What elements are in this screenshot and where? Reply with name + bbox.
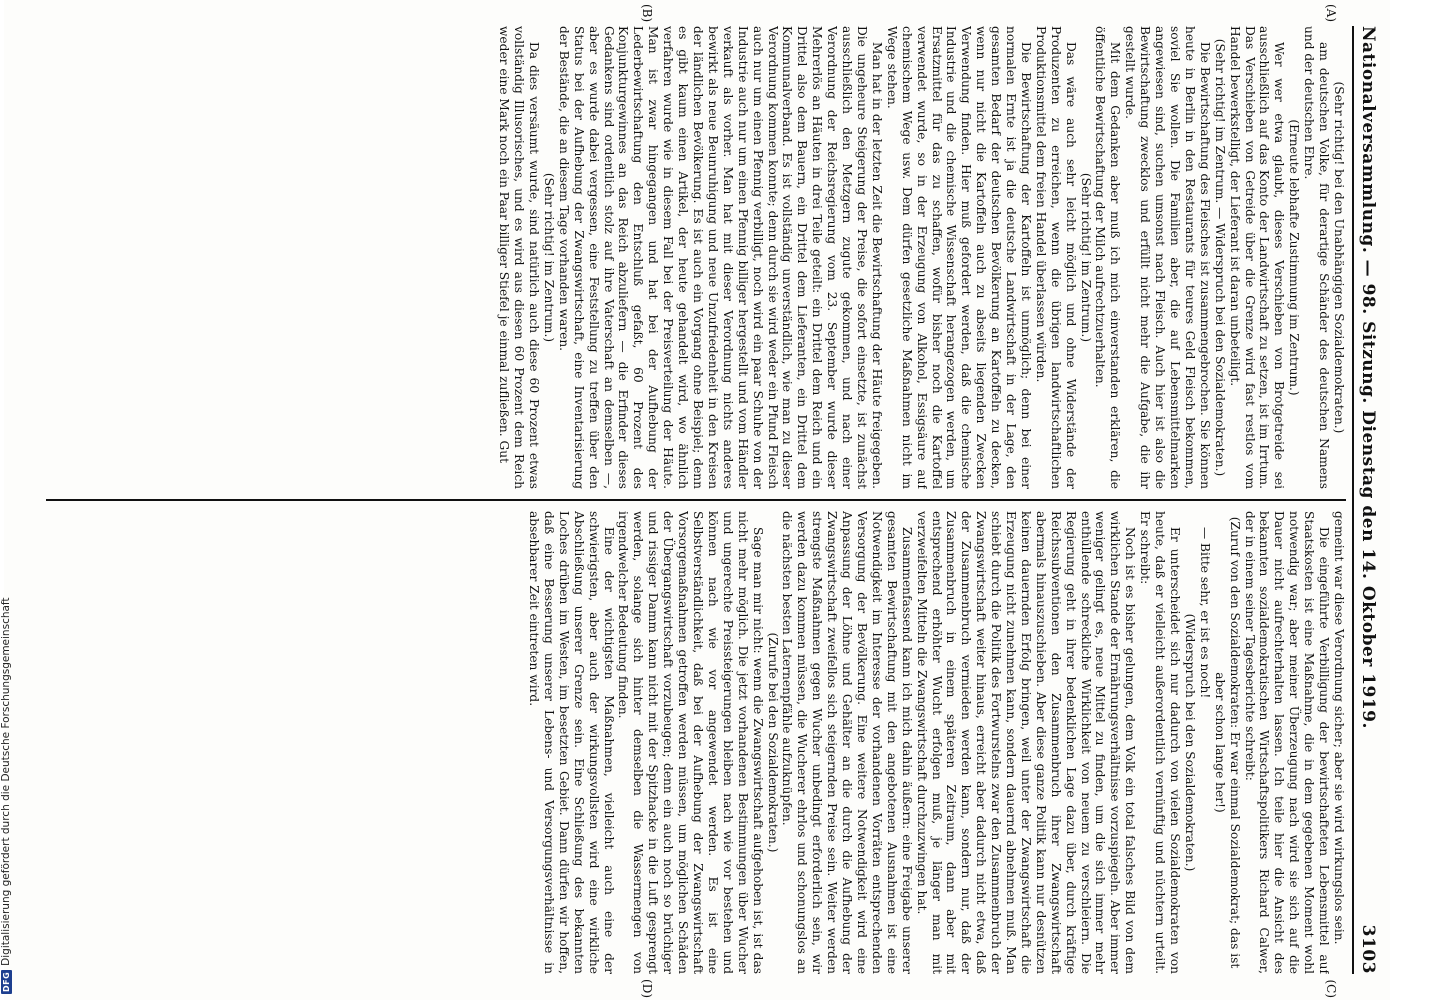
- paragraph: Zusammenfassend kann ich mich dahin äußern: eine Freigabe unserer gesamten Bewirtschaftung mit den angebotenen Ausnahmen ist eine Notwendigkeit im Interesse der vorhandenen Vorräten entsprechenden Versorgung der Bevölkerung. Eine weitere Notwendigkeit wird eine Anpassung der Löhne und Gehälter an die durch die Aufhebung der Zwangswirtschaft zweifellos sich steigernden Preise sein. Weiter werden strengste Maßnahmen gegen Wucher unbedingt erforderlich sein, wir werden dazu kommen müssen, die Wucherer ehrlos und schonungslos an die nächsten besten Laternenpfähle aufzuknüpfen.: [780, 511, 914, 974]
- paragraph: Die Bewirtschaftung des Fleisches ist zusammengebrochen. Sie können heute in Berlin in den Restaurants für teures Geld Fleisch bekommen, soviel Sie wollen. Die Familien aber, die auf Lebensmittelmarken angewiesen sind, suchen umsonst nach Fleisch. Auch hier ist also die Bewirtschaftung zwecklos und erfüllt nicht mehr die Aufgabe, die ihr gestellt wurde.: [1123, 26, 1212, 489]
- paragraph: Die eingeführte Verbilligung der bewirtschafteten Lebensmittel auf Staatskosten ist eine Maßnahme, die in dem gegebenen Moment wohl notwendig war; aber meiner Überzeugung nach wird sie sich auf die Dauer nicht aufrechterhalten lassen. Ich teile hier die Ansicht des bekannten sozialdemokratischen Wirtschaftspolitikers Richard Calwer, der in einem seiner Tagesberichte schreibt:: [1242, 511, 1332, 974]
- paragraph: Noch ist es bisher gelungen, dem Volk ein total falsches Bild von dem wirklichen Stande der Ernährungsverhältnisse vorzuspiegeln. Aber immer weniger gelingt es, neue Mittel zu finden, um die sich immer mehr enthüllende schreckliche Wirklichkeit von neuem zu verschleiern. Die Regierung geht in ihrer bedenklichen Lage dazu über, durch kräftige Reichssubventionen den Zusammenbruch ihrer Zwangswirtschaft abermals hinauszuschieben. Aber diese ganze Politik kann nur desnützen keinen dauernden Erfolg bringen, weil unter der Zwangswirtschaft die Erzeugung nicht zunehmen kann, sondern dauernd abnehmen muß. Man schiebt durch die Politik des Fortwurstelns zwar den Zusammenbruch der Zwangswirtschaft weiter hinaus, erreicht aber dadurch nicht etwa, daß der Zusammenbruch vermieden werden kann, sondern nur, daß der Zusammenbruch in einem späteren Zeitraum, dann aber mit entsprechend erhöhter Wucht erfolgen muß, je länger man mit verzweifelten Mitteln die Zwangswirtschaft durchzuzwingen hat.: [914, 511, 1138, 974]
- interjection: (Sehr richtig! im Zentrum.): [1078, 172, 1093, 343]
- text-columns: [46, 4, 1346, 998]
- paragraph: — Bitte sehr, er ist es noch!: [1197, 527, 1212, 699]
- paragraph: Das wäre auch sehr leicht möglich und ohne Widerstände der Produzenten zu erreichen, wenn die übrigen landwirtschaftlichen Produktionsmittel dem freien Handel überlassen würden.: [1033, 26, 1078, 489]
- page-number: 3103: [1358, 924, 1378, 974]
- paragraph: Er unterscheidet sich nur dadurch von vielen Sozialdemokraten von heute, daß er vielleicht außerordentlich vernünftig und nüchtern urteilt. Er schreibt:: [1138, 511, 1183, 974]
- left-column: [46, 26, 1346, 489]
- margin-marker-a: (A): [1324, 4, 1338, 23]
- margin-marker-d: (D): [640, 979, 654, 998]
- interjection: (Sehr richtig! im Zentrum. — Widerspruch bei den Sozialdemokraten.): [1212, 38, 1227, 477]
- interjection: (Erneute lebhafte Zustimmung im Zentrum.): [1287, 119, 1302, 396]
- paragraph: Mit dem Gedanken aber muß ich mich einverstanden erklären, die öffentliche Bewirtschaftung der Milch aufrechtzuerhalten.: [1093, 26, 1123, 489]
- margin-marker-b: (B): [640, 4, 654, 23]
- paragraph: Wer wer etwa glaubt, dieses Verschieben von Brotgetreide sei ausschließlich auf das Konto der Landwirtschaft zu setzen, ist im Irrtum. Das Verschieben von Getreide über die Grenze wird fast restlos vom Handel bewerkstelligt, der Lieferant ist daran unbeteiligt.: [1227, 26, 1287, 489]
- interjection: (Sehr richtig! im Zentrum.): [541, 172, 556, 343]
- column-divider: [46, 499, 1346, 501]
- interjection: (Widerspruch bei den Sozialdemokraten.): [1182, 613, 1197, 872]
- paragraph: Sage man mir nicht: wenn die Zwangswirtschaft aufgehoben ist, ist das nicht mehr möglich. Die jetzt vorhandenen Bestimmungen über Wucher und ungerechte Preissteigerungen bleiben nach wie vor bestehen und können nach wie vor angewendet werden. Es ist eine Selbstverständlichkeit, daß bei der Aufhebung der Zwangswirtschaft Vorsorgemaßnahmen getroffen werden müssen, um möglichen Schäden der Übergangswirtschaft vorzubeugen; denn ein auch noch so brüchiger und rissiger Damm kann nicht mit der Spitzhacke in die Luft gesprengt werden, solange sich hinter demselben die Wassermengen von irgendwelcher Bedeutung finden.: [616, 511, 765, 974]
- paragraph: Da dies versäumt wurde, sind natürlich auch diese 60 Prozent etwas vollständig Illusorisches, und es wird aus diesen 60 Prozent dem Reich weder eine Mark noch ein Paar billiger Stiefel je einmal zufließen. Gut: [497, 26, 542, 489]
- interjection: (Sehr richtig! bei den Unabhängigen Sozialdemokraten.): [1332, 81, 1346, 434]
- paragraph: am deutschen Volke, für derartige Schänder des deutschen Namens und der deutschen Ehre.: [1302, 26, 1332, 489]
- paragraph: gemeint war diese Verordnung sicher; aber sie wird wirkungslos sein.: [1332, 511, 1346, 945]
- interjection: (Zuruf von den Sozialdemokraten: Er war einmal Sozialdemokrat; das ist aber schon lange her!): [1212, 516, 1242, 969]
- credit-text: Digitalisierung gefördert durch die Deutsche Forschungsgemeinschaft: [0, 597, 12, 966]
- newspaper-page: [4, 0, 1390, 1000]
- digitization-credit: [0, 0, 20, 1000]
- margin-marker-c: (C): [1324, 979, 1338, 998]
- paragraph: Man hat in der letzten Zeit die Bewirtschaftung der Häute freigegeben. Die ungeheure Steigerung der Preise, die sofort einsetzte, ist zunächst ausschließlich den Metzgern zugute gekommen, und nach einer Verordnung der Reichsregierung vom 23. September wurde dieser Mehrerlös an Häuten in drei Teile geteilt: ein Drittel dem Reich und ein Drittel also dem Bauern, ein Drittel dem Lieferanten, ein Drittel dem Kommunalverband. Es ist vollständig unverständlich, wie man zu dieser Verordnung kommen konnte; denn durch sie wird weder ein Pfund Fleisch auch nur um einen Pfennig verbilligt, noch wird ein paar Schuhe von der Industrie auch nur um einen Pfennig billiger hergestellt und vom Händler verkauft als vorher. Man hat mit dieser Verordnung nichts anderes bewirkt als neue Beunruhigung und neue Unzufriedenheit in den Kreisen der ländlichen Bevölkerung. Es ist auch ein Vorgang ohne Beispiel; denn es gibt kaum einen Artikel, der heute gehandelt wird, wo ähnlich verfahren wurde wie in diesem Fall bei der Preisverteilung der Häute. Man ist zwar hingegangen und hat bei der Aufhebung der Lederbewirtschaftung den Entschluß gefaßt, 60 Prozent des Konjunkturgewinnes an das Reich abzuliefern — die Erfinder dieses Gedankens sind ordentlich stolz auf ihre Vaterschaft an demselben —, aber es wurde dabei vergessen, eine Feststellung zu treffen über den Status bei der Aufhebung der Zwangswirtschaft, eine Inventarisierung der Bestände, die an diesem Tage vorhanden waren.: [556, 26, 884, 489]
- interjection: (Zurufe bei den Sozialdemokraten.): [765, 632, 780, 853]
- right-column: [46, 511, 1346, 974]
- paragraph: Eine der wichtigsten Maßnahmen, vielleicht auch eine der schwierigsten, aber auch der wirkungsvollsten wird eine wirkliche Abschließung unserer Grenze sein. Eine Schließung des bekannten Loches drüben im Westen, im besetzten Gebiet. Dann dürfen wir hoffen, daß eine Besserung unserer Lebens- und Versorgungsverhältnisse in absehbarer Zeit eintreten wird.: [527, 511, 616, 974]
- paragraph: Die Bewirtschaftung der Kartoffeln ist unmöglich; denn bei einer normalen Ernte ist ja die deutsche Landwirtschaft in der Lage, den gesamten Bedarf der deutschen Bevölkerung an Kartoffeln zu decken, wenn nur nicht die Kartoffeln auch zu abseits liegenden Zwecken Verwendung finden. Hier muß gefordert werden, daß die chemische Industrie und die chemische Wissenschaft herangezogen werden, um Ersatzmittel für das zu schaffen, wofür bisher noch die Kartoffel verwendet wurde, so in der Erzeugung von Alkohol, Essigsäure auf chemischem Wege usw. Dem dürfen gesetzliche Maßnahmen nicht im Wege stehen.: [884, 26, 1033, 489]
- running-head-title: Nationalversammlung. — 98. Sitzung. Dienstag den 14. Oktober 1919.: [1358, 26, 1378, 729]
- running-head: [1352, 26, 1378, 974]
- dfg-logo-icon: DFG: [2, 971, 11, 992]
